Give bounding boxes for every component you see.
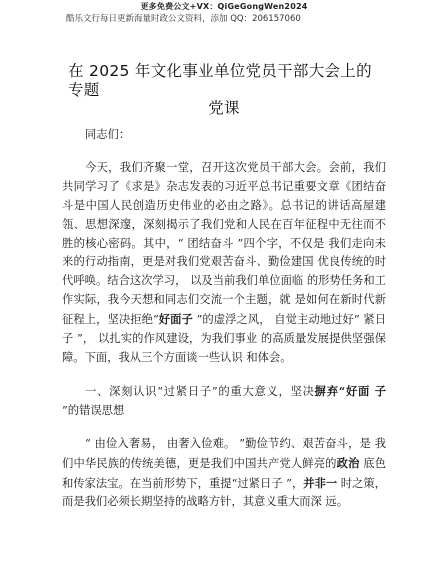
document-body bbox=[62, 120, 386, 512]
paragraph-2-text: “ 由俭入奢易， 由奢入俭难。 ”勤俭节约、艰苦奋斗，是 我们中华民族的传统美德，更是我们中国共产党人鲜亮的 bbox=[62, 436, 386, 470]
salutation: 同志们： bbox=[85, 128, 131, 141]
paragraph-2 bbox=[62, 435, 386, 513]
paragraph-intro-tail: ”的虚浮之风， 自觉主动地过好“ 紧日子 ”， 以扎实的作风建设，为我们事业 的高质量发展提供坚强保障。下面，我从三个方面谈一些认识 和体会。 bbox=[62, 313, 386, 364]
bold-word-bingfeiyi: 并非一 bbox=[303, 475, 338, 490]
paragraph-2-mid: 底色和传家法宝。在当前形势下，重提“过紧日子 ”， bbox=[62, 456, 386, 490]
paragraph-intro-text: 今天，我们齐聚一堂，召开这次党员干部大会。会前，我们共同学习了《求是》杂志发表的习近平总书记重要文章《团结奋斗是中国人民创造历史伟业的必由之路》。总书记的讲话高屋建瓴、思想深邃，深刻揭示了我们党和人民在百年征程中无往而不胜的核心密码。其中，“ 团结奋斗 ”四个字，不仅是 我们走向未来的行动指南，更是对我们党艰苦奋斗、勤俭建国 优良传统的时代呼唤。结合这次学习， 以及当前我们单位面临 的形势任务和工作实际，我今天想和同志们交流一个主题，就 是如何在新时代新征程上，坚决拒绝“ bbox=[62, 160, 386, 327]
bold-word-zhengzhi: 政治 bbox=[336, 455, 360, 470]
section-heading-1-bold: 摒弃“好面 子 bbox=[314, 383, 386, 398]
section-heading-1-text: 一、深刻认识“过紧日子”的重大意义，坚决 bbox=[85, 384, 315, 398]
top-banner: 更多免费公文+VX：QiGeGongWen2024 bbox=[140, 2, 308, 11]
doc-title: 在 2025 年文化事业单位党员干部大会上的专题 bbox=[68, 62, 372, 99]
bold-phrase-haomianzi: 好面子 bbox=[158, 312, 193, 327]
section-heading-1-tail: ”的错误思想 bbox=[62, 403, 125, 417]
header-line: 酷乐文行每日更新海量时政公文资料，添加 QQ：206157060 bbox=[66, 14, 301, 24]
section-heading-1 bbox=[62, 382, 386, 421]
paragraph-2-tail: 时之策，而是我们必须长期坚持的战略方针，其意义重大而深 远。 bbox=[62, 476, 386, 509]
doc-title-line2: 党课 bbox=[208, 99, 240, 117]
paragraph-intro bbox=[62, 159, 386, 368]
